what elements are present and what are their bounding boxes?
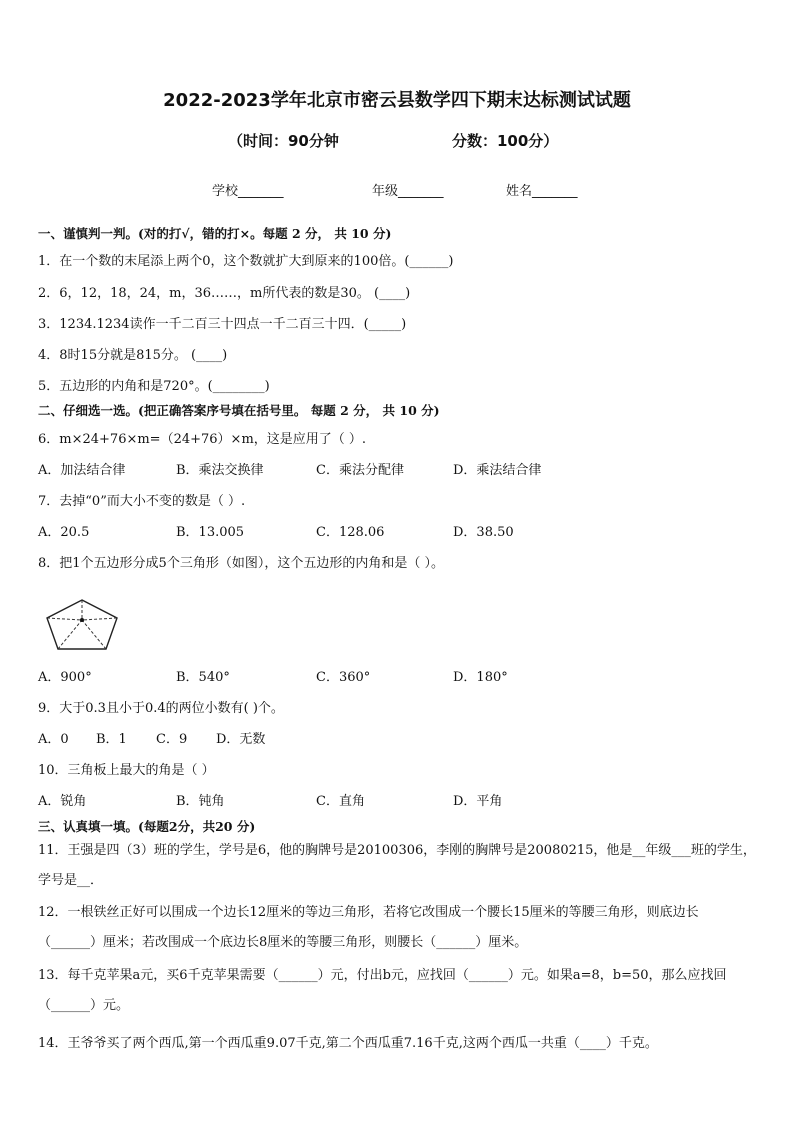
section-1-header: 一、谨慎判一判。(对的打√，错的打×。每题 2 分， 共 10 分) bbox=[38, 226, 392, 241]
option-b: B．540° bbox=[176, 670, 230, 685]
question-13: 13．每千克苹果a元，买6千克苹果需要（______）元，付出b元，应找回（______）元。如果a=8，b=50，那么应找回（______）元。 bbox=[38, 968, 727, 1013]
school-field: 学校_______ bbox=[212, 184, 284, 199]
question-1: 1．在一个数的末尾添上两个0，这个数就扩大到原来的100倍。(______) bbox=[38, 254, 454, 269]
option-c: C．9 bbox=[156, 732, 188, 747]
option-d: D．38.50 bbox=[453, 525, 514, 540]
question-10: 10．三角板上最大的角是（ ） bbox=[38, 763, 215, 778]
question-9: 9．大于0.3且小于0.4的两位小数有( )个。 bbox=[38, 701, 284, 716]
pentagon-figure bbox=[44, 598, 120, 652]
option-a: A．900° bbox=[38, 670, 92, 685]
section-2-header: 二、仔细选一选。(把正确答案序号填在括号里。 每题 2 分， 共 10 分) bbox=[38, 403, 440, 418]
option-d: D．乘法结合律 bbox=[453, 463, 542, 478]
option-c: C．128.06 bbox=[316, 525, 385, 540]
option-a: A．加法结合律 bbox=[38, 463, 126, 478]
option-c: C．直角 bbox=[316, 794, 365, 809]
option-a: A．锐角 bbox=[38, 794, 87, 809]
pentagon-dashed-lines bbox=[47, 600, 117, 649]
question-6: 6．m×24+76×m=（24+76）×m，这是应用了（ ）. bbox=[38, 432, 367, 447]
question-2: 2．6，12，18，24，m，36……，m所代表的数是30。 (____) bbox=[38, 286, 411, 301]
section-3-header: 三、认真填一填。(每题2分，共20 分) bbox=[38, 819, 256, 834]
option-d: D．180° bbox=[453, 670, 508, 685]
option-a: A．20.5 bbox=[38, 525, 90, 540]
question-12: 12．一根铁丝正好可以围成一个边长12厘米的等边三角形，若将它改围成一个腰长15厘米的等腰三角形，则底边长（______）厘米；若改围成一个底边长8厘米的等腰三角形，则腰长（______）厘米。 bbox=[38, 905, 699, 950]
grade-field: 年级_______ bbox=[372, 184, 444, 199]
question-5: 5．五边形的内角和是720°。(________) bbox=[38, 379, 270, 394]
option-c: C．乘法分配律 bbox=[316, 463, 404, 478]
option-b: B．乘法交换律 bbox=[176, 463, 264, 478]
option-d: D．无数 bbox=[216, 732, 266, 747]
time-limit: （时间：90分钟 bbox=[228, 132, 339, 150]
question-4: 4．8时15分就是815分。 (____) bbox=[38, 348, 228, 363]
question-7: 7．去掉“0”而大小不变的数是（ ）. bbox=[38, 494, 246, 509]
option-b: B．13.005 bbox=[176, 525, 245, 540]
page-title: 2022-2023学年北京市密云县数学四下期末达标测试试题 bbox=[163, 90, 631, 111]
name-field: 姓名_______ bbox=[506, 184, 578, 199]
question-11: 11．王强是四（3）班的学生，学号是6，他的胸牌号是20100306，李刚的胸牌号是20080215，他是__年级___班的学生，学号是__． bbox=[38, 843, 756, 888]
pentagon-center-point bbox=[80, 618, 84, 622]
option-b: B．钝角 bbox=[176, 794, 225, 809]
question-14: 14．王爷爷买了两个西瓜,第一个西瓜重9.07千克,第二个西瓜重7.16千克,这两个西瓜一共重（____）千克。 bbox=[38, 1036, 658, 1051]
question-3: 3．1234.1234读作一千二百三十四点一千二百三十四．(_____) bbox=[38, 317, 407, 332]
question-8: 8．把1个五边形分成5个三角形（如图），这个五边形的内角和是（ ）。 bbox=[38, 556, 444, 571]
option-b: B．1 bbox=[96, 732, 127, 747]
option-a: A．0 bbox=[38, 732, 69, 747]
total-score: 分数：100分） bbox=[452, 132, 559, 150]
option-d: D．平角 bbox=[453, 794, 503, 809]
option-c: C．360° bbox=[316, 670, 371, 685]
